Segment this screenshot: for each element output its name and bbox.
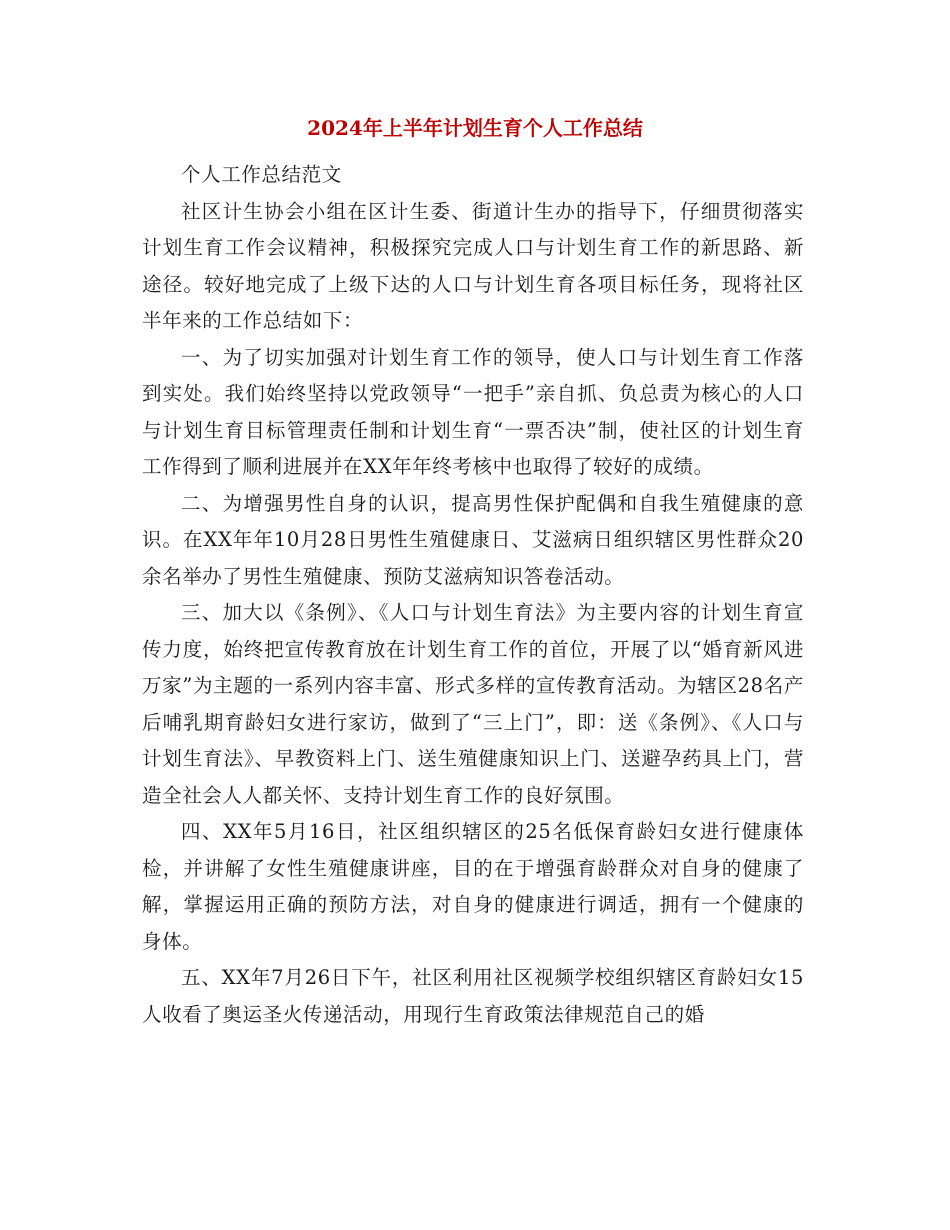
- document-title: 2024年上半年计划生育个人工作总结: [307, 116, 643, 140]
- document-body: [142, 157, 804, 1033]
- paragraph-item-3: 三、加大以《条例》、《人口与计划生育法》为主要内容的计划生育宣传力度，始终把宣传教育放在计划生育工作的首位，开展了以“婚育新风进万家”为主题的一系列内容丰富、形式多样的宣传教育活动。为辖区28名产后哺乳期育龄妇女进行家访，做到了“三上门”，即：送《条例》、《人口与计划生育法》、早教资料上门、送生殖健康知识上门、送避孕药具上门，营造全社会人人都关怀、支持计划生育工作的良好氛围。: [142, 601, 804, 807]
- paragraph-item-4: 四、XX年5月16日，社区组织辖区的25名低保育龄妇女进行健康体检，并讲解了女性生殖健康讲座，目的在于增强育龄群众对自身的健康了解，掌握运用正确的预防方法，对自身的健康进行调适，拥有一个健康的身体。: [142, 820, 804, 953]
- paragraph-item-2: 二、为增强男性自身的认识，提高男性保护配偶和自我生殖健康的意识。在XX年年10月28日男性生殖健康日、艾滋病日组织辖区男性群众20余名举办了男性生殖健康、预防艾滋病知识答卷活动。: [142, 491, 804, 588]
- paragraph-item-1: 一、为了切实加强对计划生育工作的领导，使人口与计划生育工作落到实处。我们始终坚持以党政领导“一把手”亲自抓、负总责为核心的人口与计划生育目标管理责任制和计划生育“一票否决”制，使社区的计划生育工作得到了顺利进展并在XX年年终考核中也取得了较好的成绩。: [142, 345, 804, 478]
- document-subtitle: 个人工作总结范文: [181, 163, 342, 186]
- paragraph-intro: 社区计生协会小组在区计生委、街道计生办的指导下，仔细贯彻落实计划生育工作会议精神，积极探究完成人口与计划生育工作的新思路、新途径。较好地完成了上级下达的人口与计划生育各项目标任务，现将社区半年来的工作总结如下：: [142, 199, 804, 332]
- paragraph-item-5: 五、XX年7月26日下午，社区利用社区视频学校组织辖区育龄妇女15人收看了奥运圣火传递活动，用现行生育政策法律规范自己的婚: [142, 966, 804, 1026]
